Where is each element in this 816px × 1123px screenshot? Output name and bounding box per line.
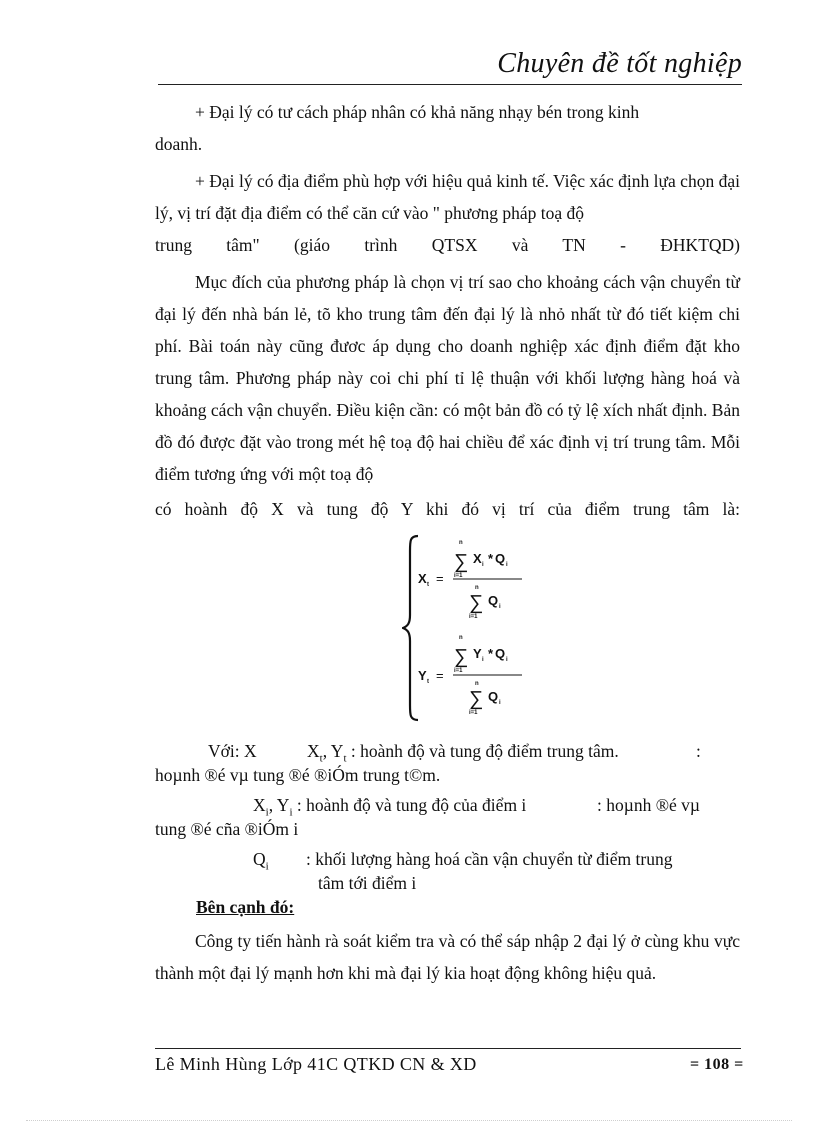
paragraph-legal-entity-cont: doanh. [155,134,203,154]
paragraph-legal-entity-text: + Đại lý có tư cách pháp nhân có khả năng nhạy bén trong kinh [195,102,640,122]
formula-xt-num-q-sub: i [506,562,508,568]
note-qi-desc-cont: tâm tới điểm i [318,873,417,893]
formula-yt-sigma: ∑ [454,646,469,668]
note-xi-desc: : hoành độ và tung độ của điểm i [292,795,527,815]
note-xi-x: X [253,795,266,815]
note-xt-garbled: hoµnh ®é vµ tung ®é ®iÓm trung t©m. [155,765,441,785]
note-qi-sub: i [265,860,269,873]
formula-yt-num-y-sub: i [482,657,484,663]
subheading-besides: Bên cạnh đó: [196,897,295,917]
formula-yt-num-y: Y [473,646,482,661]
footer-rule [155,1048,741,1049]
note-xt-with-prefix: Với: X [208,741,257,761]
paragraph-location-last: trung tâm" (giáo trình QTSX và TN - ĐHKTQD) [155,235,740,255]
formula-xt-num-times: * [488,551,494,566]
formula-xt-den-q: Q [488,593,499,608]
formula-xt-lhs: X [418,571,427,586]
note-xt-colon: : [696,741,701,761]
note-xi-garbled-b: tung ®é cña ®iÓm i [155,819,299,839]
note-xt-x: X [307,741,320,761]
note-xi-garbled-a: : hoµnh ®é vµ [597,795,700,815]
formula-xt-lower-limit: i=1 [454,573,463,579]
formula-xt-den-lower-limit: i=1 [469,614,478,620]
formula-yt-num-q-sub: i [506,657,508,663]
formula-yt-upper-limit: n [459,635,463,641]
paragraph-location-text: + Đại lý có địa điểm phù hợp với hiệu quả kinh tế. Việc xác định lựa chọn đại lý, vị trí đặt địa điểm có thể căn cứ vào " phương pháp toạ độ [155,171,740,223]
paragraph-method-last: có hoành độ X và tung độ Y khi đó vị trí của điểm trung tâm là: [155,499,740,519]
formula-yt-lhs-sub: t [427,679,429,685]
formula-yt-den-q: Q [488,689,499,704]
formula-brace [403,536,418,720]
note-xi-y-sub: i [289,806,293,819]
paragraph-method-text: Mục đích của phương pháp là chọn vị trí sao cho khoảng cách vận chuyển từ đại lý đến nhà bán lẻ, tõ kho trung tâm đến đại lý là nhỏ nhất từ đó tiết kiệm chi phí. Bài toán này cũng đươc áp dụng cho doanh nghiệp xác định điểm đặt kho trung tâm. Phương pháp này coi chi phí tỉ lệ thuận với khối lượng hàng hoá và khoảng cách vận chuyển. Điều kiện cần: có một bản đồ có tỷ lệ xích nhất định. Bản đồ đó được đặt vào trong mét hệ toạ độ hai chiều để xác định vị trí trung tâm. Mỗi điểm tương ứng với một toạ độ [155,272,740,484]
formula-xt-lhs-sub: t [427,582,429,588]
paragraph-location [155,165,740,229]
note-xt-desc: : hoành độ và tung độ điểm trung tâm. [346,741,619,761]
formula-yt-den-lower-limit: i=1 [469,710,478,716]
header-rule [158,84,742,85]
note-qi-symbol [253,847,269,879]
formula-xt-num-q: Q [495,551,506,566]
paragraph-legal-entity [155,96,740,160]
formula-xt-den-q-sub: i [499,604,501,610]
formula-yt-num-times: * [488,646,494,661]
formula-yt-lower-limit: i=1 [454,668,463,674]
formula-yt-den-q-sub: i [499,700,501,706]
note-xt-x-sub: t [319,752,323,765]
footer-page-number: = 108 = [690,1056,744,1073]
page-header-title: Chuyên đề tốt nghiệp [497,48,742,79]
note-xi-x-sub: i [265,806,269,819]
formula-yt-den-upper-limit: n [475,681,479,687]
paragraph-method [155,266,740,490]
formula-yt-equals: = [436,668,444,683]
formula-yt-den-sigma: ∑ [469,688,484,710]
note-xt-y: , Y [322,741,344,761]
formula-xt-sigma: ∑ [454,551,469,573]
formula-xt-num-x-sub: i [482,562,484,568]
paragraph-merge-text: Công ty tiến hành rà soát kiểm tra và có thể sáp nhập 2 đại lý ở cùng khu vực thành một đại lý mạnh hơn khi mà đại lý kia hoạt động không hiệu quả. [155,931,740,983]
formula-xt-den-upper-limit: n [475,585,479,591]
formula-xt-equals: = [436,571,444,586]
formula-yt-num-q: Q [495,646,506,661]
footer-author: Lê Minh Hùng Lớp 41C QTKD CN & XD [155,1054,477,1074]
formula-xt-den-sigma: ∑ [469,592,484,614]
note-qi-q: Q [253,849,266,869]
page-bottom-border [26,1120,792,1121]
formula-yt-lhs: Y [418,668,427,683]
note-qi-desc: : khối lượng hàng hoá cần vận chuyển từ điểm trung [306,849,673,869]
paragraph-merge [155,925,740,989]
note-xt-y-sub: t [343,752,347,765]
center-of-gravity-formula [402,533,542,723]
note-xi-y: , Y [268,795,290,815]
formula-xt-upper-limit: n [459,540,463,546]
formula-xt-num-x: X [473,551,482,566]
